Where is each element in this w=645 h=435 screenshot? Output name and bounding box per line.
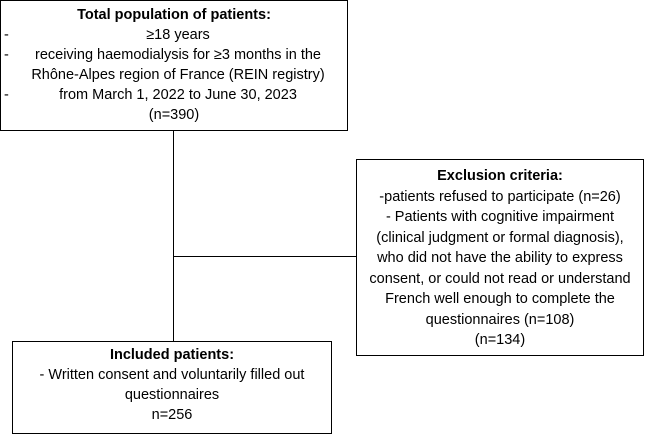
included-description: - Written consent and voluntarily filled out questionnaires xyxy=(39,367,305,403)
criterion-haemodialysis-text: receiving haemodialysis for ≥3 months in the Rhône-Alpes region of France (REIN registry) xyxy=(31,47,325,83)
criterion-haemodialysis xyxy=(1,45,347,85)
total-population-title: Total population of patients: xyxy=(77,7,271,23)
total-population-box xyxy=(0,0,348,131)
criterion-period-text: from March 1, 2022 to June 30, 2023 xyxy=(59,87,297,103)
included-patients-box xyxy=(12,341,332,434)
exclusion-title: Exclusion criteria: xyxy=(437,168,563,184)
exclusion-branch-line xyxy=(173,256,356,257)
vertical-connector-line xyxy=(173,131,174,341)
exclusion-criteria-box xyxy=(356,159,644,356)
exclusion-count: (n=134) xyxy=(474,332,526,348)
total-population-count: (n=390) xyxy=(148,107,200,123)
criterion-age-text: ≥18 years xyxy=(146,27,210,43)
exclusion-refused: -patients refused to participate (n=26) xyxy=(379,188,621,205)
bullet-dash: - xyxy=(4,47,9,63)
bullet-dash: - xyxy=(4,27,9,43)
exclusion-cognitive: - Patients with cognitive impairment (clinical judgment or formal diagnosis), who did not have the ability to express consent, or could not read or understand French well enough to complete the questionnaires (n=108) xyxy=(369,209,631,328)
bullet-dash: - xyxy=(4,87,9,103)
criterion-period xyxy=(1,85,347,105)
included-title: Included patients: xyxy=(109,347,235,363)
included-count: n=256 xyxy=(151,407,193,423)
criterion-age xyxy=(1,25,347,45)
